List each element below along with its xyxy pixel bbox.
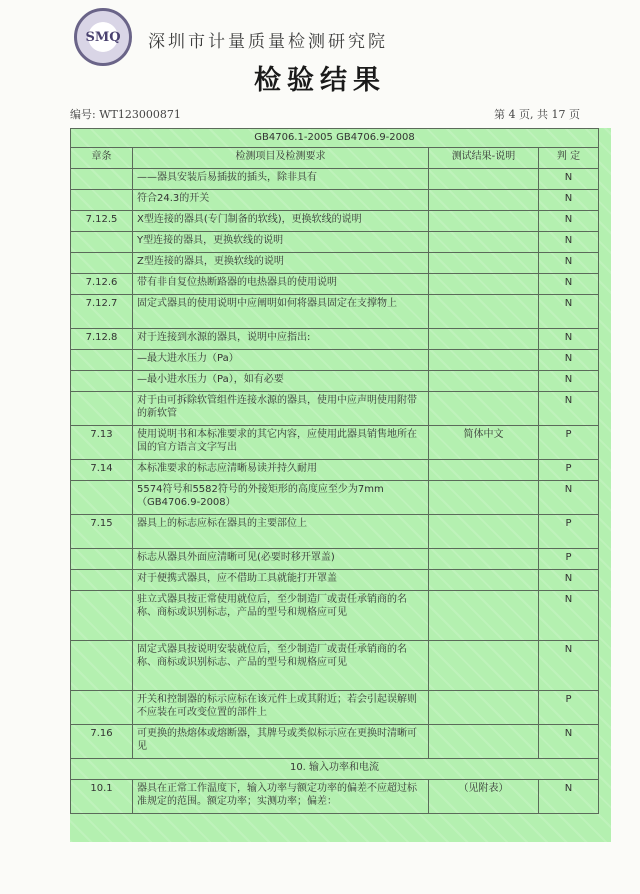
item-cell: 对于便携式器具，应不借助工具就能打开罩盖 [133, 570, 429, 591]
verdict-cell: N [539, 232, 599, 253]
clause-cell [71, 232, 133, 253]
clause-cell: 7.12.8 [71, 329, 133, 350]
result-cell [429, 515, 539, 549]
result-cell [429, 232, 539, 253]
institute-name: 深圳市计量质量检测研究院 [148, 32, 388, 52]
standard-label: GB4706.1-2005 GB4706.9-2008 [71, 129, 599, 148]
report-number: 编号: WT123000871 [70, 108, 181, 121]
item-cell: —最小进水压力（Pa），如有必要 [133, 371, 429, 392]
clause-cell [71, 591, 133, 641]
clause-cell: 7.12.5 [71, 211, 133, 232]
item-cell: 器具在正常工作温度下，输入功率与额定功率的偏差不应超过标准规定的范围。额定功率；实测功率；偏差： [133, 780, 429, 814]
logo-text: SMQ [85, 30, 121, 45]
result-cell [429, 691, 539, 725]
result-cell [429, 169, 539, 190]
item-cell: X型连接的器具(专门制备的软线)，更换软线的说明 [133, 211, 429, 232]
verdict-cell: N [539, 295, 599, 329]
verdict-cell: N [539, 371, 599, 392]
item-cell: 对于连接到水源的器具，说明中应指出: [133, 329, 429, 350]
table-row [71, 780, 599, 814]
column-header-row [71, 148, 599, 169]
result-cell [429, 295, 539, 329]
clause-cell: 10.1 [71, 780, 133, 814]
table-row [71, 371, 599, 392]
item-cell: 使用说明书和本标准要求的其它内容，应使用此器具销售地所在国的官方语言文字写出 [133, 426, 429, 460]
report-title: 检验结果 [254, 65, 386, 96]
result-cell [429, 329, 539, 350]
clause-cell [71, 549, 133, 570]
verdict-cell: P [539, 549, 599, 570]
item-cell: 符合24.3的开关 [133, 190, 429, 211]
result-cell: 简体中文 [429, 426, 539, 460]
verdict-cell: P [539, 515, 599, 549]
results-table [70, 128, 599, 814]
clause-cell: 7.12.7 [71, 295, 133, 329]
chapter-row [71, 759, 599, 780]
result-cell [429, 591, 539, 641]
item-cell: 可更换的热熔体或熔断器，其牌号或类似标示应在更换时清晰可见 [133, 725, 429, 759]
result-cell [429, 371, 539, 392]
verdict-cell: N [539, 725, 599, 759]
verdict-cell: N [539, 481, 599, 515]
item-cell: —最大进水压力（Pa） [133, 350, 429, 371]
clause-cell [71, 691, 133, 725]
table-row [71, 591, 599, 641]
verdict-cell: N [539, 641, 599, 691]
column-header-item: 检测项目及检测要求 [133, 148, 429, 169]
table-row [71, 460, 599, 481]
item-cell: ——器具安装后易插拔的插头，除非具有 [133, 169, 429, 190]
verdict-cell: P [539, 426, 599, 460]
table-row [71, 274, 599, 295]
verdict-cell: N [539, 190, 599, 211]
clause-cell: 7.12.6 [71, 274, 133, 295]
item-cell: Y型连接的器具，更换软线的说明 [133, 232, 429, 253]
clause-cell [71, 190, 133, 211]
item-cell: 开关和控制器的标示应标在该元件上或其附近；若会引起误解则不应装在可改变位置的部件上 [133, 691, 429, 725]
result-cell [429, 274, 539, 295]
verdict-cell: N [539, 329, 599, 350]
verdict-cell: N [539, 274, 599, 295]
result-cell [429, 392, 539, 426]
table-row [71, 232, 599, 253]
clause-cell [71, 253, 133, 274]
item-cell: 驻立式器具按正常使用就位后，至少制造厂或责任承销商的名称、商标或识别标志，产品的型号和规格应可见 [133, 591, 429, 641]
table-row [71, 426, 599, 460]
table-row [71, 392, 599, 426]
verdict-cell: N [539, 169, 599, 190]
column-header-clause: 章条 [71, 148, 133, 169]
column-header-result: 测试结果-说明 [429, 148, 539, 169]
table-row [71, 515, 599, 549]
verdict-cell: N [539, 780, 599, 814]
table-row [71, 549, 599, 570]
clause-cell [71, 371, 133, 392]
table-row [71, 641, 599, 691]
clause-cell: 7.14 [71, 460, 133, 481]
clause-cell [71, 350, 133, 371]
table-row [71, 725, 599, 759]
item-cell: 固定式器具按说明安装就位后，至少制造厂或责任承销商的名称、商标或识别标志、产品的型号和规格应可见 [133, 641, 429, 691]
result-cell [429, 190, 539, 211]
table-row [71, 190, 599, 211]
page-indicator: 第 4 页, 共 17 页 [494, 108, 580, 121]
verdict-cell: P [539, 691, 599, 725]
table-row [71, 350, 599, 371]
item-cell: 本标准要求的标志应清晰易读并持久耐用 [133, 460, 429, 481]
verdict-cell: N [539, 350, 599, 371]
item-cell: 固定式器具的使用说明中应阐明如何将器具固定在支撑物上 [133, 295, 429, 329]
table-row [71, 253, 599, 274]
results-sheet [70, 128, 611, 842]
item-cell: 带有非自复位热断路器的电热器具的使用说明 [133, 274, 429, 295]
table-row [71, 211, 599, 232]
table-row [71, 295, 599, 329]
clause-cell [71, 392, 133, 426]
verdict-cell: N [539, 591, 599, 641]
verdict-cell: P [539, 460, 599, 481]
clause-cell [71, 570, 133, 591]
table-row [71, 691, 599, 725]
result-cell [429, 570, 539, 591]
standard-row [71, 129, 599, 148]
table-row [71, 169, 599, 190]
item-cell: 标志从器具外面应清晰可见(必要时移开罩盖) [133, 549, 429, 570]
result-cell [429, 641, 539, 691]
clause-cell: 7.13 [71, 426, 133, 460]
table-row [71, 481, 599, 515]
clause-cell [71, 641, 133, 691]
column-header-verdict: 判 定 [539, 148, 599, 169]
item-cell: 5574符号和5582符号的外接矩形的高度应至少为7mm（GB4706.9-2008） [133, 481, 429, 515]
clause-cell: 7.16 [71, 725, 133, 759]
chapter-heading: 10. 输入功率和电流 [71, 759, 599, 780]
clause-cell [71, 481, 133, 515]
verdict-cell: N [539, 570, 599, 591]
result-cell [429, 350, 539, 371]
result-cell [429, 549, 539, 570]
item-cell: 对于由可拆除软管组件连接水源的器具，使用中应声明使用附带的新软管 [133, 392, 429, 426]
result-cell [429, 211, 539, 232]
verdict-cell: N [539, 392, 599, 426]
result-cell: （见附表） [429, 780, 539, 814]
verdict-cell: N [539, 253, 599, 274]
clause-cell: 7.15 [71, 515, 133, 549]
result-cell [429, 481, 539, 515]
clause-cell [71, 169, 133, 190]
item-cell: 器具上的标志应标在器具的主要部位上 [133, 515, 429, 549]
result-cell [429, 725, 539, 759]
table-row [71, 570, 599, 591]
item-cell: Z型连接的器具，更换软线的说明 [133, 253, 429, 274]
table-row [71, 329, 599, 350]
result-cell [429, 460, 539, 481]
result-cell [429, 253, 539, 274]
verdict-cell: N [539, 211, 599, 232]
